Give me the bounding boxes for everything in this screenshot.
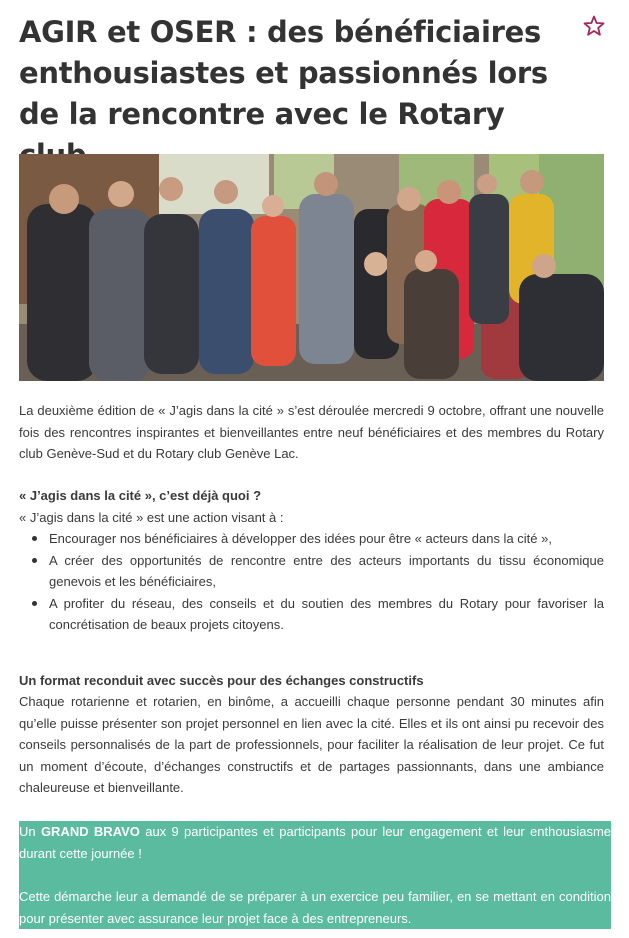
section-lead: « J’agis dans la cité » est une action visant à : [19, 510, 284, 525]
banner-note: Cette démarche leur a demandé de se préparer à un exercice peu familier, en se mettant en condition pour présenter avec assurance leur projet face à des entrepreneurs. [19, 889, 611, 926]
banner-suffix: aux 9 participantes et participants pour leur engagement et leur enthousiasme durant cette journée ! [19, 824, 611, 861]
list-item: Encourager nos bénéficiaires à développer des idées pour être « acteurs dans la cité », [19, 528, 604, 550]
banner-congrats [19, 821, 611, 864]
list-item: A profiter du réseau, des conseils et du soutien des membres du Rotary pour favoriser la concrétisation de beaux projets citoyens. [19, 593, 604, 636]
highlight-banner [19, 821, 611, 929]
group-photo [19, 154, 604, 381]
intro-paragraph: La deuxième édition de « J’agis dans la cité » s’est déroulée mercredi 9 octobre, offrant une nouvelle fois des rencontres inspirantes et bienveillantes entre neuf bénéficiaires et des membres du Rotary club Genève-Sud et du Rotary club Genève Lac. [19, 403, 604, 462]
banner-strong: GRAND BRAVO [40, 824, 140, 839]
section-heading-format: Un format reconduit avec succès pour des échanges constructifs [19, 673, 424, 688]
format-paragraph: Chaque rotarienne et rotarien, en binôme, a accueilli chaque personne pendant 30 minutes afin qu’elle puisse présenter son projet personnel en lien avec la cité. Elles et ils ont ainsi pu recevoir des conseils personnalisés de la part de professionnels, pour faciliter la réalisation de leur projet. Ce fut un moment d’écoute, d’échanges constructifs et de partages passionnants, dans une ambiance chaleureuse et bienveillante. [19, 694, 604, 796]
section-heading-what: « J’agis dans la cité », c’est déjà quoi ? [19, 488, 262, 503]
list-item: A créer des opportunités de rencontre entre des acteurs importants du tissu économique genevois et les bénéficiaires, [19, 550, 604, 593]
star-outline-icon [582, 14, 606, 38]
article-title: AGIR et OSER : des bénéficiaires enthousiastes et passionnés lors de la rencontre avec le Rotary [19, 15, 548, 131]
banner-prefix: Un [19, 824, 41, 839]
goals-list [19, 528, 604, 636]
favorite-button[interactable] [582, 14, 606, 38]
